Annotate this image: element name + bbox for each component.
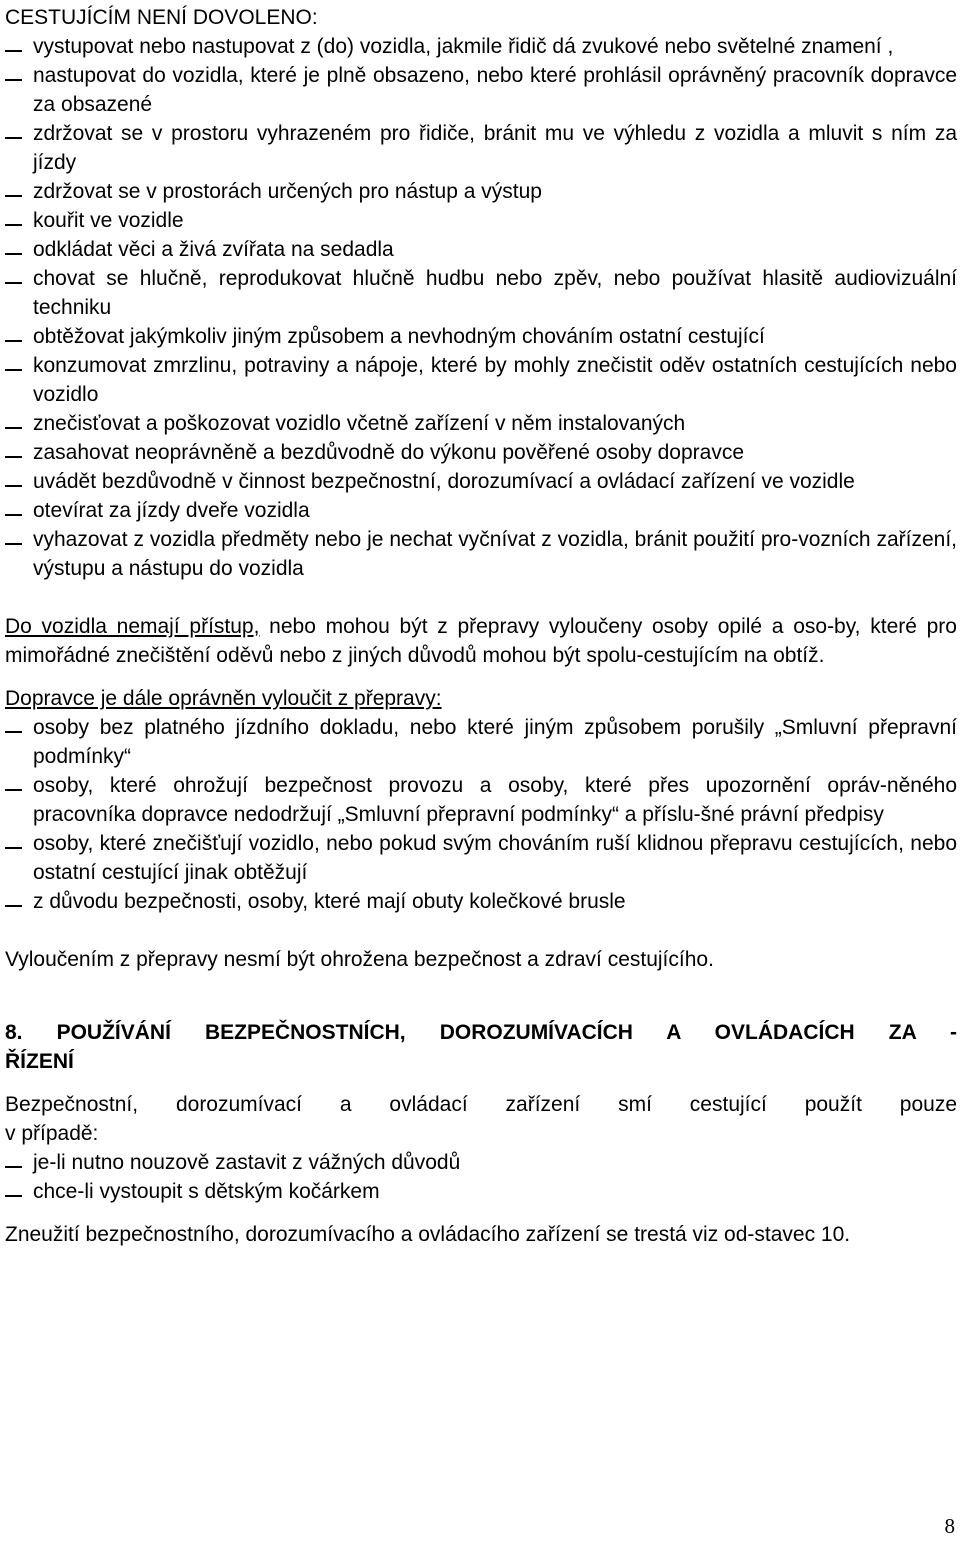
exclusion-heading: Dopravce je dále oprávněn vyloučit z přepravy: — [5, 687, 442, 710]
list-item: chce-li vystoupit s dětským kočárkem — [5, 1177, 957, 1206]
exclusion-list — [5, 713, 957, 916]
section-title-continued: ŘÍZENÍ — [5, 1050, 74, 1073]
list-item: zdržovat se v prostoru vyhrazeném pro řidiče, bránit mu ve výhledu z vozidla a mluvit s ním za jízdy — [5, 119, 957, 177]
list-item: vyhazovat z vozidla předměty nebo je nechat vyčnívat z vozidla, bránit použití pro-vozních zařízení, výstupu a nástupu do vozidla — [5, 525, 957, 583]
no-access-underlined: Do vozidla nemají přístup, — [5, 615, 260, 638]
misuse-note: Zneužití bezpečnostního, dorozumívacího a ovládacího zařízení se trestá viz od-stavec 10. — [5, 1223, 851, 1246]
exclusion-note: Vyloučením z přepravy nesmí být ohrožena bezpečnost a zdraví cestujícího. — [5, 948, 714, 971]
section-intro: Bezpečnostní, dorozumívací a ovládací zařízení smí cestující použít pouze — [5, 1093, 957, 1116]
list-item: nastupovat do vozidla, které je plně obsazeno, nebo které prohlásil oprávněný pracovník dopravce za obsazené — [5, 61, 957, 119]
list-item: uvádět bezdůvodně v činnost bezpečnostní, dorozumívací a ovládací zařízení ve vozidle — [5, 467, 957, 496]
prohibited-list — [5, 32, 957, 583]
exclusion-section — [5, 684, 957, 974]
page-number: 8 — [944, 1514, 955, 1538]
list-item: zasahovat neoprávněně a bezdůvodně do výkonu pověřené osoby dopravce — [5, 438, 957, 467]
list-item: konzumovat zmrzlinu, potraviny a nápoje, které by mohly znečistit oděv ostatních cestujících nebo vozidlo — [5, 351, 957, 409]
section-8 — [5, 1018, 957, 1249]
list-item: obtěžovat jakýmkoliv jiným způsobem a nevhodným chováním ostatní cestující — [5, 322, 957, 351]
list-item: z důvodu bezpečnosti, osoby, které mají obuty kolečkové brusle — [5, 887, 957, 916]
list-item: znečisťovat a poškozovat vozidlo včetně zařízení v něm instalovaných — [5, 409, 957, 438]
list-item: vystupovat nebo nastupovat z (do) vozidla, jakmile řidič dá zvukové nebo světelné znamení , — [5, 32, 957, 61]
list-item: kouřit ve vozidle — [5, 206, 957, 235]
no-access-paragraph — [5, 612, 957, 670]
list-item: osoby, které znečišťují vozidlo, nebo pokud svým chováním ruší klidnou přepravu cestujících, nebo ostatní cestující jinak obtěžují — [5, 829, 957, 887]
section-intro-continued: v případě: — [5, 1122, 99, 1145]
list-item: osoby bez platného jízdního dokladu, nebo které jiným způsobem porušily „Smluvní přepravní podmínky“ — [5, 713, 957, 771]
list-item: osoby, které ohrožují bezpečnost provozu a osoby, které přes upozornění opráv-něného pracovníka dopravce nedodržují „Smluvní přepravní podmínky“ a příslu-šné právní předpisy — [5, 771, 957, 829]
list-item: otevírat za jízdy dveře vozidla — [5, 496, 957, 525]
section-8-list — [5, 1148, 957, 1206]
list-item: zdržovat se v prostorách určených pro nástup a výstup — [5, 177, 957, 206]
document-page — [5, 3, 957, 1249]
list-item: chovat se hlučně, reprodukovat hlučně hudbu nebo zpěv, nebo používat hlasitě audiovizuální techniku — [5, 264, 957, 322]
list-item: je-li nutno nouzově zastavit z vážných důvodů — [5, 1148, 957, 1177]
prohibited-section — [5, 3, 957, 583]
section-title: 8. POUŽÍVÁNÍ BEZPEČNOSTNÍCH, DOROZUMÍVACÍCH A OVLÁDACÍCH ZA - — [5, 1021, 957, 1044]
no-access-text: nebo mohou být z přepravy vyloučeny osoby opilé a oso-by, které pro mimořádné znečištění oděvů nebo z jiných důvodů mohou být spolu-cestujícím na obtíž. — [5, 615, 957, 667]
list-item: odkládat věci a živá zvířata na sedadla — [5, 235, 957, 264]
prohibited-heading: CESTUJÍCÍM NENÍ DOVOLENO: — [5, 6, 318, 29]
